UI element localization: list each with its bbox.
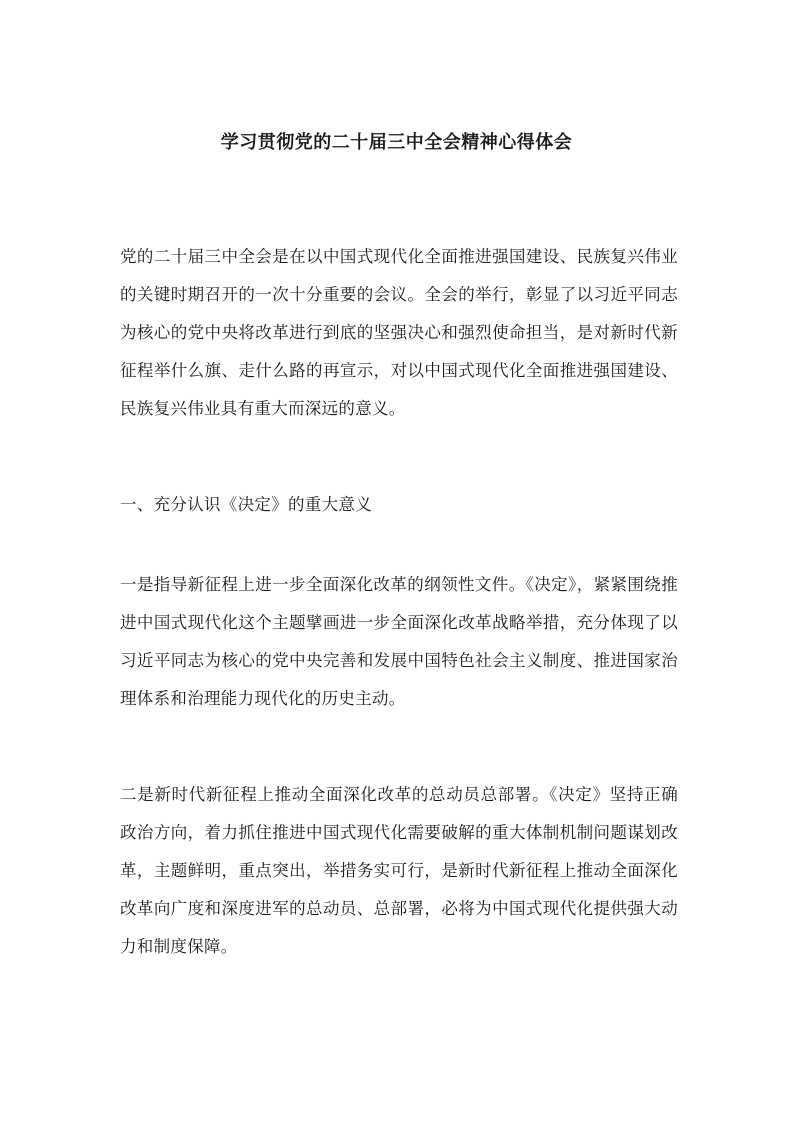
- paragraph-one: 一是指导新征程上进一步全面深化改革的纲领性文件。《决定》，紧紧围绕推进中国式现代化这个主题擘画进一步全面深化改革战略举措，充分体现了以习近平同志为核心的党中央完善和发展中国特色社会主义制度、推进国家治理体系和治理能力现代化的历史主动。: [120, 575, 678, 708]
- paragraph-two: 二是新时代新征程上推动全面深化改革的总动员总部署。《决定》坚持正确政治方向，着力抓住推进中国式现代化需要破解的重大体制机制问题谋划改革，主题鲜明，重点突出，举措务实可行，是新时代新征程上推动全面深化改革向广度和深度进军的总动员、总部署，必将为中国式现代化提供强大动力和制度保障。: [120, 785, 678, 956]
- section-heading: 一、充分认识《决定》的重大意义: [120, 495, 372, 514]
- document-title: 学习贯彻党的二十届三中全会精神心得体会: [220, 132, 573, 153]
- intro-paragraph: 党的二十届三中全会是在以中国式现代化全面推进强国建设、民族复兴伟业的关键时期召开的一次十分重要的会议。全会的举行，彰显了以习近平同志为核心的党中央将改革进行到底的坚强决心和强烈使命担当，是对新时代新征程举什么旗、走什么路的再宣示，对以中国式现代化全面推进强国建设、民族复兴伟业具有重大而深远的意义。: [120, 247, 678, 418]
